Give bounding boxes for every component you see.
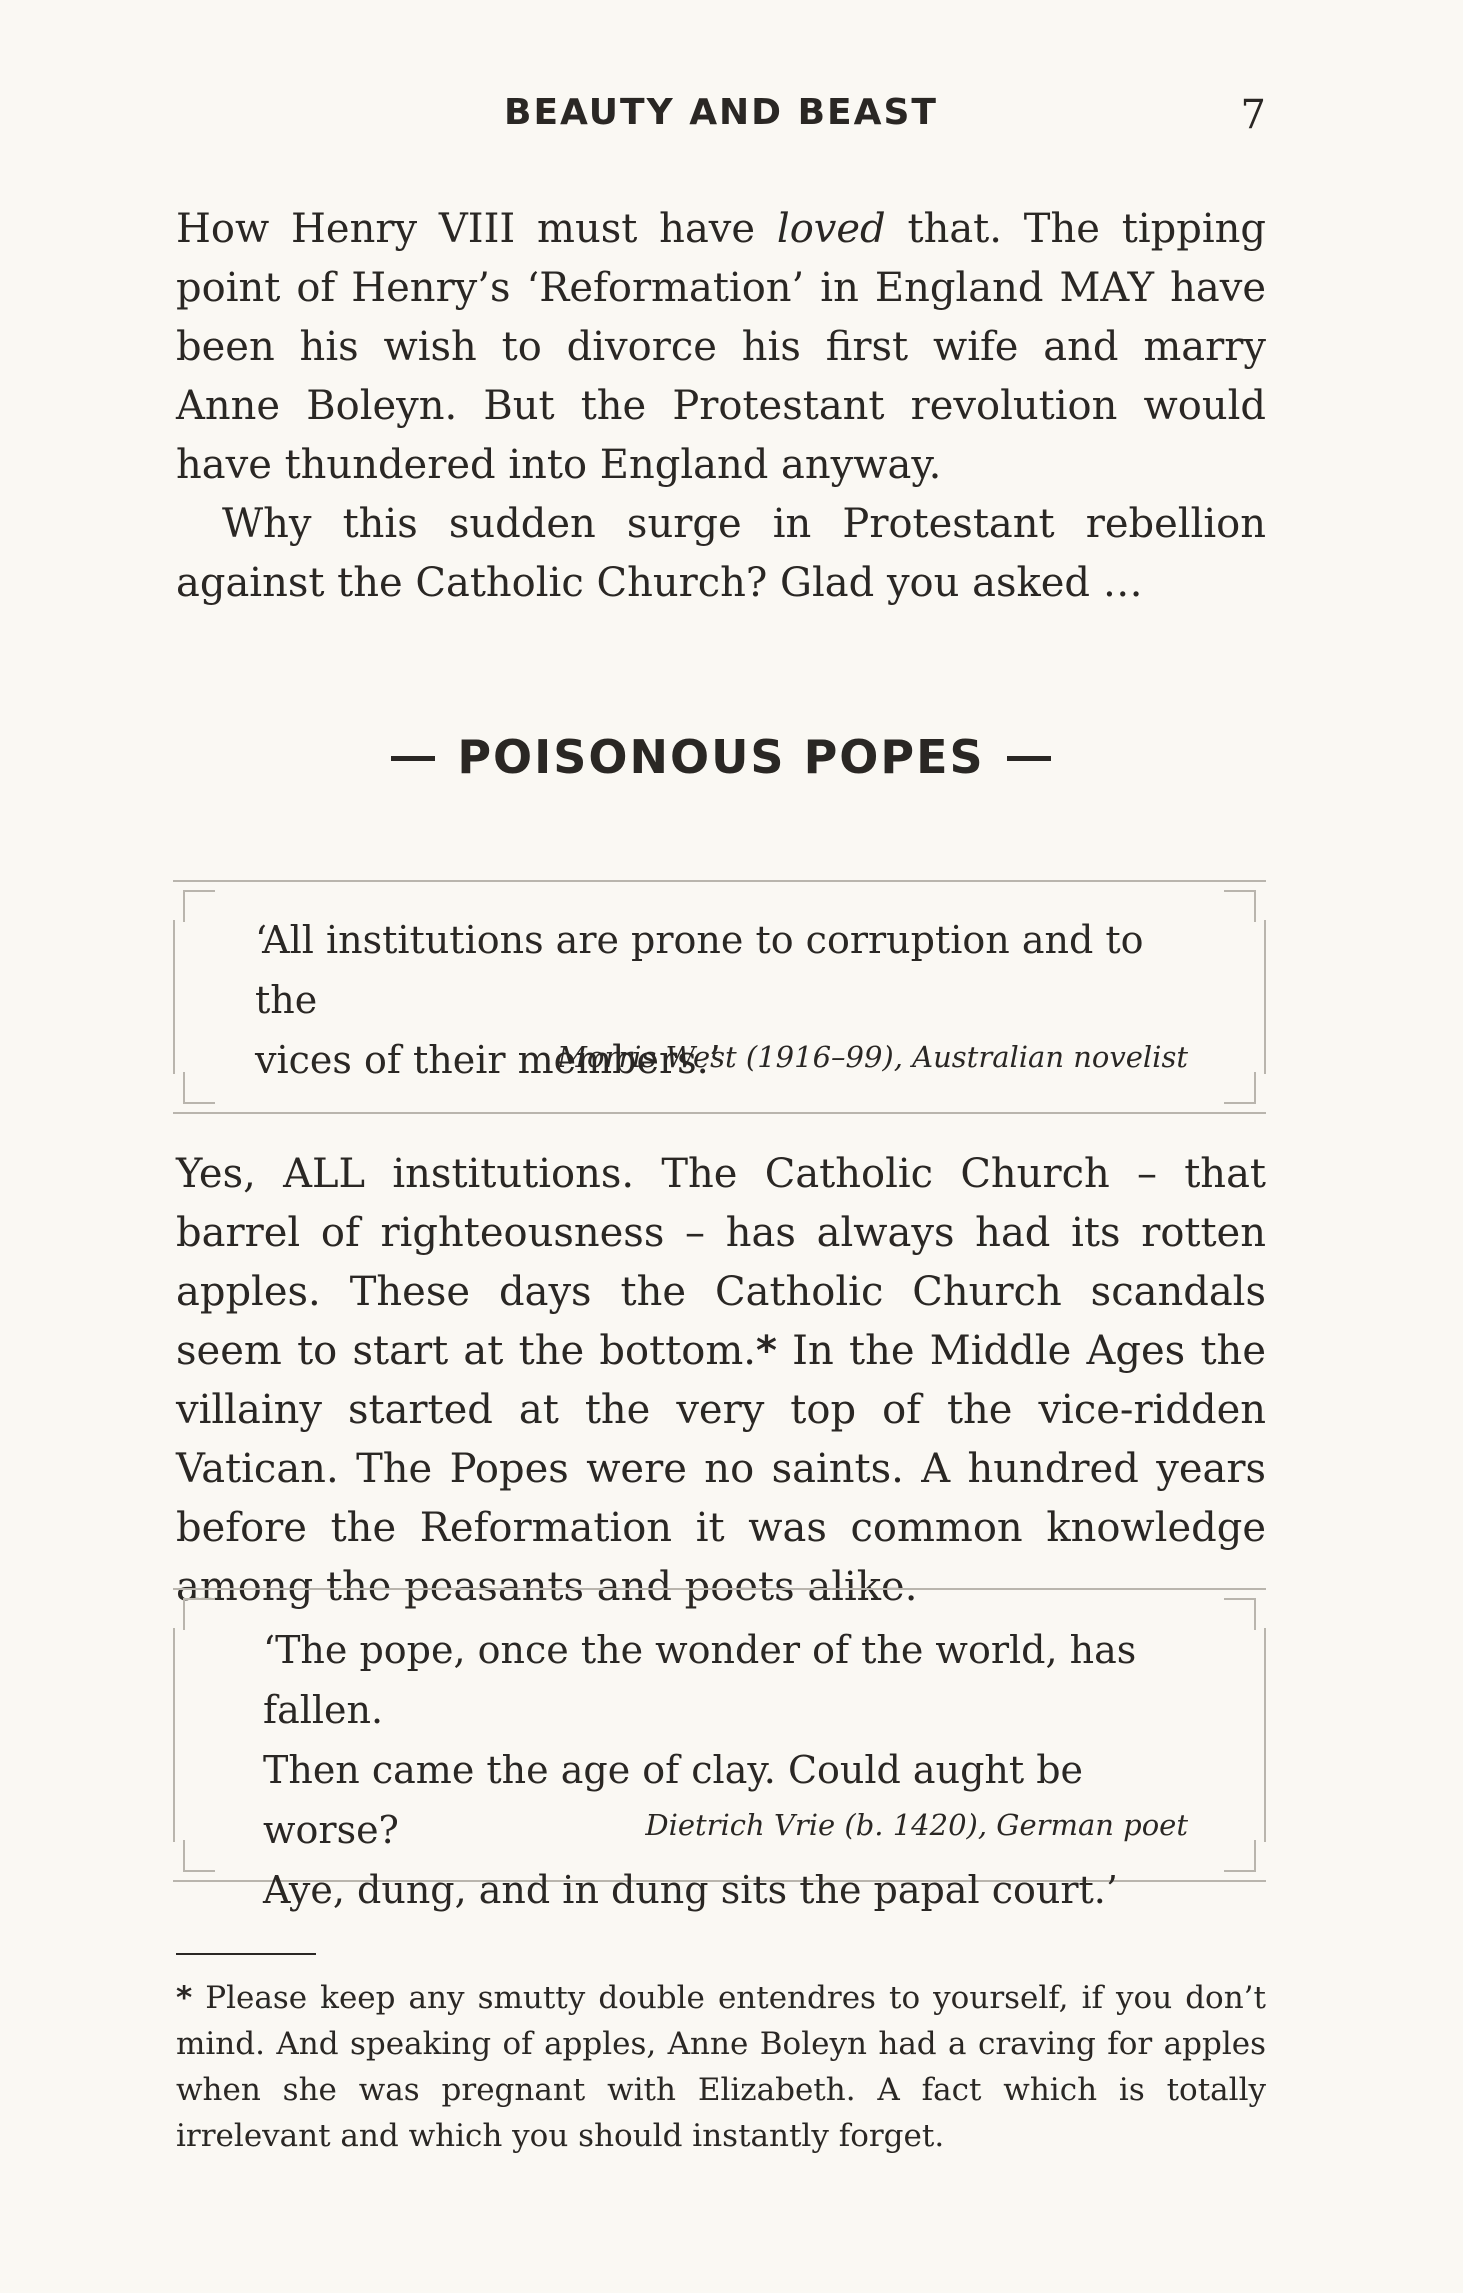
page-number: 7 (1240, 92, 1266, 138)
quote-box-vrie (173, 1588, 1266, 1912)
quote-attribution: Dietrich Vrie (b. 1420), German poet (645, 1808, 1188, 1842)
footnote-rule (176, 1953, 316, 1955)
frame-corner-ornament (1224, 1840, 1256, 1872)
paragraph-institutions-text (176, 1145, 1266, 1617)
frame-corner-ornament (1224, 890, 1256, 922)
paragraph-institutions-start: Yes, ALL institutions. The Catholic Church – that barrel of righteousness – has always had its rotten apples. These days the Catholic Church scandals seem to start at the bottom. (176, 1151, 1266, 1374)
paragraph-henry-emphasis: loved (776, 206, 886, 252)
frame-corner-ornament (1224, 1598, 1256, 1630)
footnote-body: Please keep any smutty double entendres to yourself, if you don’t mind. And speaking of apples, Anne Boleyn had a craving for apples when she was pregnant with Elizabeth. A fact which is totally irrelevant and which you should instantly forget. (176, 1980, 1266, 2154)
paragraph-surge: Why this sudden surge in Protestant rebellion against the Catholic Church? Glad you asked … (176, 501, 1266, 606)
frame-side-right (1264, 1628, 1266, 1842)
frame-side-left (173, 1628, 175, 1842)
footnote-marker: * (755, 1328, 777, 1374)
heading-dash-left (391, 756, 435, 761)
quote-line: Aye, dung, and in dung sits the papal court.’ (263, 1868, 1118, 1912)
quote-line: vices of their members.’ (255, 1038, 721, 1082)
quote-line: ‘The pope, once the wonder of the world, has fallen. (263, 1628, 1137, 1732)
frame-corner-ornament (1224, 1072, 1256, 1104)
frame-side-right (1264, 920, 1266, 1074)
heading-dash-right (1007, 756, 1051, 761)
section-heading (176, 730, 1266, 784)
quote-box-west (173, 880, 1266, 1114)
frame-corner-ornament (183, 1598, 215, 1630)
footnote-asterisk-icon: * (176, 1980, 193, 2016)
frame-corner-ornament (183, 1840, 215, 1872)
section-heading-text: POISONOUS POPES (457, 730, 985, 784)
frame-side-left (173, 920, 175, 1074)
footnote (176, 1975, 1266, 2159)
quote-text (263, 1620, 1206, 1920)
quote-line: Then came the age of clay. Could aught be worse? (263, 1748, 1084, 1852)
quote-attribution: Morris West (1916–99), Australian novelist (557, 1040, 1188, 1074)
footnote-text (176, 1975, 1266, 2159)
paragraph-henry-end: that. The tipping point of Henry’s ‘Reformation’ in England MAY have been his wish to divorce his first wife and marry Anne Boleyn. But the Protestant revolution would have thundered into England anyway. (176, 206, 1266, 488)
paragraph-institutions (176, 1145, 1266, 1617)
opening-paragraphs (176, 200, 1266, 613)
running-head-title: BEAUTY AND BEAST (504, 92, 938, 133)
paragraph-institutions-end: In the Middle Ages the villainy started at the very top of the vice-ridden Vatican. The Popes were no saints. A hundred years before the Reformation it was common knowledge among the peasants and poets alike. (176, 1328, 1266, 1610)
paragraph-henry (176, 200, 1266, 495)
paragraph-henry-start: How Henry VIII must have (176, 206, 777, 252)
frame-corner-ornament (183, 890, 215, 922)
running-head (176, 92, 1266, 142)
quote-line: ‘All institutions are prone to corruption and to the (255, 918, 1144, 1022)
frame-corner-ornament (183, 1072, 215, 1104)
